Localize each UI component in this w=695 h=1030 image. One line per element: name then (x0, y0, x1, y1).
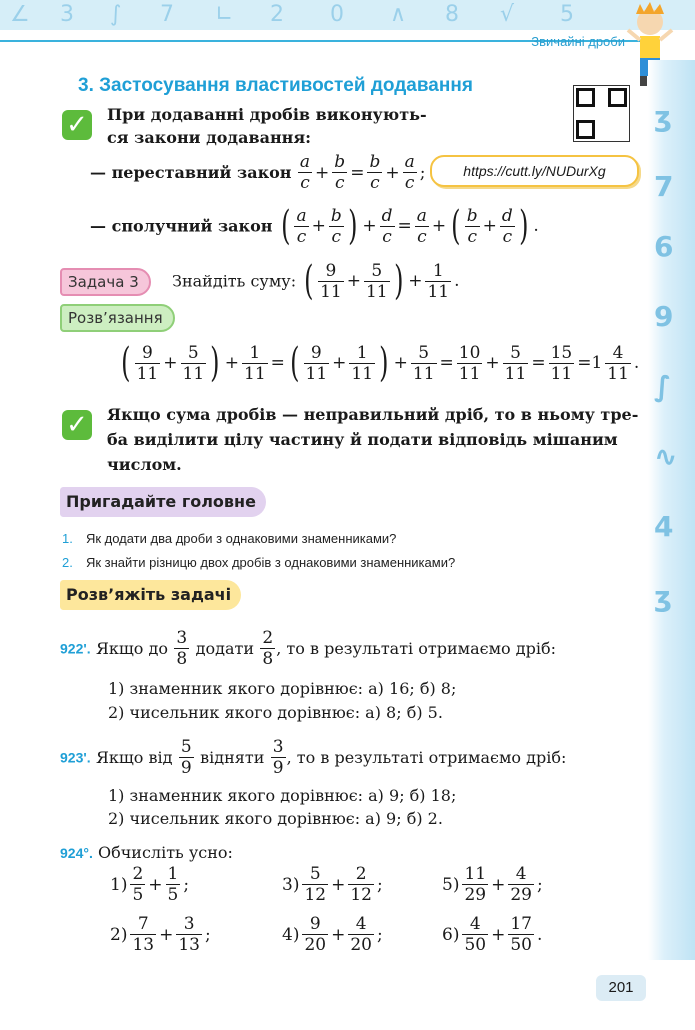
law-label: — переставний закон (90, 163, 292, 182)
question-number: 1. (62, 531, 73, 546)
problem-number: 923'. (60, 749, 91, 766)
problem-number: 922'. (60, 640, 91, 657)
problem-number: 924°. (60, 845, 93, 861)
problem-922-option-2: 2) чисельник якого дорівнює: а) 8; б) 5. (108, 703, 443, 722)
exercise-4: 4) $\frac{9}{20}$ + $\frac{4}{20}$ ; (282, 914, 383, 955)
qr-corner (576, 88, 595, 107)
fraction: $\frac{b}{c}$ (369, 152, 381, 193)
task-prompt: Знайдіть суму: (172, 271, 297, 291)
exercise-1: 1) $\frac{2}{5}$ + $\frac{1}{5}$ ; (110, 864, 190, 905)
checkmark-icon: ✓ (62, 110, 92, 140)
question-text: Як додати два дроби з однаковими знаменниками? (85, 531, 397, 546)
associative-law: — сполучний закон ( $\frac{a}{c}$ + $\frac{b}{c}$ ) + $\frac{d}{c}$ = $\frac{a}{c}$ + ( $\frac{b}{c}$ + $\frac{d}{c}$ ) . (90, 203, 539, 249)
question-number: 2. (62, 555, 73, 570)
problem-923-option-1: 1) знаменник якого дорівнює: а) 9; б) 18; (108, 786, 457, 805)
chapter-title: Звичайні дроби (531, 34, 625, 49)
problem-923-option-2: 2) чисельник якого дорівнює: а) 9; б) 2. (108, 809, 443, 828)
qr-corner (608, 88, 627, 107)
qr-code[interactable] (573, 85, 630, 142)
recall-question-2 (62, 552, 455, 571)
note-line-1: Якщо сума дробів — неправильний дріб, то в ньому тре- (107, 405, 639, 424)
checkmark-icon: ✓ (62, 410, 92, 440)
fraction: $\frac{a}{c}$ (299, 152, 311, 193)
resource-link[interactable]: https://cutt.ly/NUDurXg (430, 155, 639, 187)
note-line-3: числом. (107, 455, 182, 474)
problem-923: 923'. Якщо від $\frac{5}{9}$ відняти $\frac{3}{9}$ , то в результаті отримаємо дріб: (60, 737, 567, 778)
exercise-2: 2) $\frac{7}{13}$ + $\frac{3}{13}$ ; (110, 914, 211, 955)
recall-question-1 (62, 528, 396, 547)
task-label: Задача 3 (60, 268, 151, 296)
task-statement: Знайдіть суму: ( $\frac{9}{11}$ + $\frac{5}{11}$ ) + $\frac{1}{11}$ . (172, 258, 460, 304)
problem-924 (60, 843, 233, 862)
solution-equation: ( $\frac{9}{11}$ + $\frac{5}{11}$ ) + $\frac{1}{11}$ = ( $\frac{9}{11}$ + $\frac{1}{11}$ ) + $\frac{5}{11}$ = $\frac{10}{11}$ + $\frac{5}{11}$ = $\frac{15}{11}$ =1 $\frac{4}{11}$ . (121, 340, 640, 386)
question-text: Як знайти різницю двох дробів з однаковими знаменниками? (85, 555, 456, 570)
note-line-2: ба виділити цілу частину й подати відповідь мішаним (107, 430, 618, 449)
exercise-5: 5) $\frac{11}{29}$ + $\frac{4}{29}$ ; (442, 864, 543, 905)
page-number: 201 (596, 975, 646, 1001)
problem-text: , то в результаті отримаємо дріб: (286, 748, 567, 767)
exercise-3: 3) $\frac{5}{12}$ + $\frac{2}{12}$ ; (282, 864, 383, 905)
fraction: $\frac{b}{c}$ (334, 152, 346, 193)
qr-corner (576, 120, 595, 139)
exercise-6: 6) $\frac{4}{50}$ + $\frac{17}{50}$ . (442, 914, 543, 955)
solution-label: Розв’язання (60, 304, 175, 332)
problem-text: , то в результаті отримаємо дріб: (276, 639, 556, 658)
solve-heading: Розв’яжіть задачі (60, 580, 241, 610)
problem-922: 922'. Якщо до $\frac{3}{8}$ додати $\frac{2}{8}$ , то в результаті отримаємо дріб: (60, 628, 556, 669)
problem-text: додати (195, 639, 255, 658)
rule-line-1: При додаванні дробів виконують- (107, 105, 427, 124)
recall-heading: Пригадайте головне (60, 487, 266, 517)
problem-text: Обчисліть усно: (97, 843, 233, 862)
law-label: — сполучний закон (90, 216, 273, 236)
rule-line-2: ся закони додавання: (107, 128, 312, 147)
commutative-law: — переставний закон $\frac{a}{c}$ + $\frac{b}{c}$ = $\frac{b}{c}$ + $\frac{a}{c}$ ; (90, 152, 426, 193)
fraction: $\frac{a}{c}$ (404, 152, 415, 193)
problem-text: відняти (200, 748, 265, 767)
problem-text: Якщо до (95, 639, 168, 658)
problem-text: Якщо від (95, 748, 173, 767)
section-title: 3. Застосування властивостей додавання (78, 75, 473, 96)
side-decoration-strip: ʒ 7 6 9 ∫ ∿ 4 ʒ (648, 60, 695, 960)
header-decoration-band: ∠ 3 ∫ 7 ∟ 2 0 ∧ 8 √ 5 (0, 0, 695, 30)
problem-922-option-1: 1) знаменник якого дорівнює: а) 16; б) 8; (108, 679, 457, 698)
